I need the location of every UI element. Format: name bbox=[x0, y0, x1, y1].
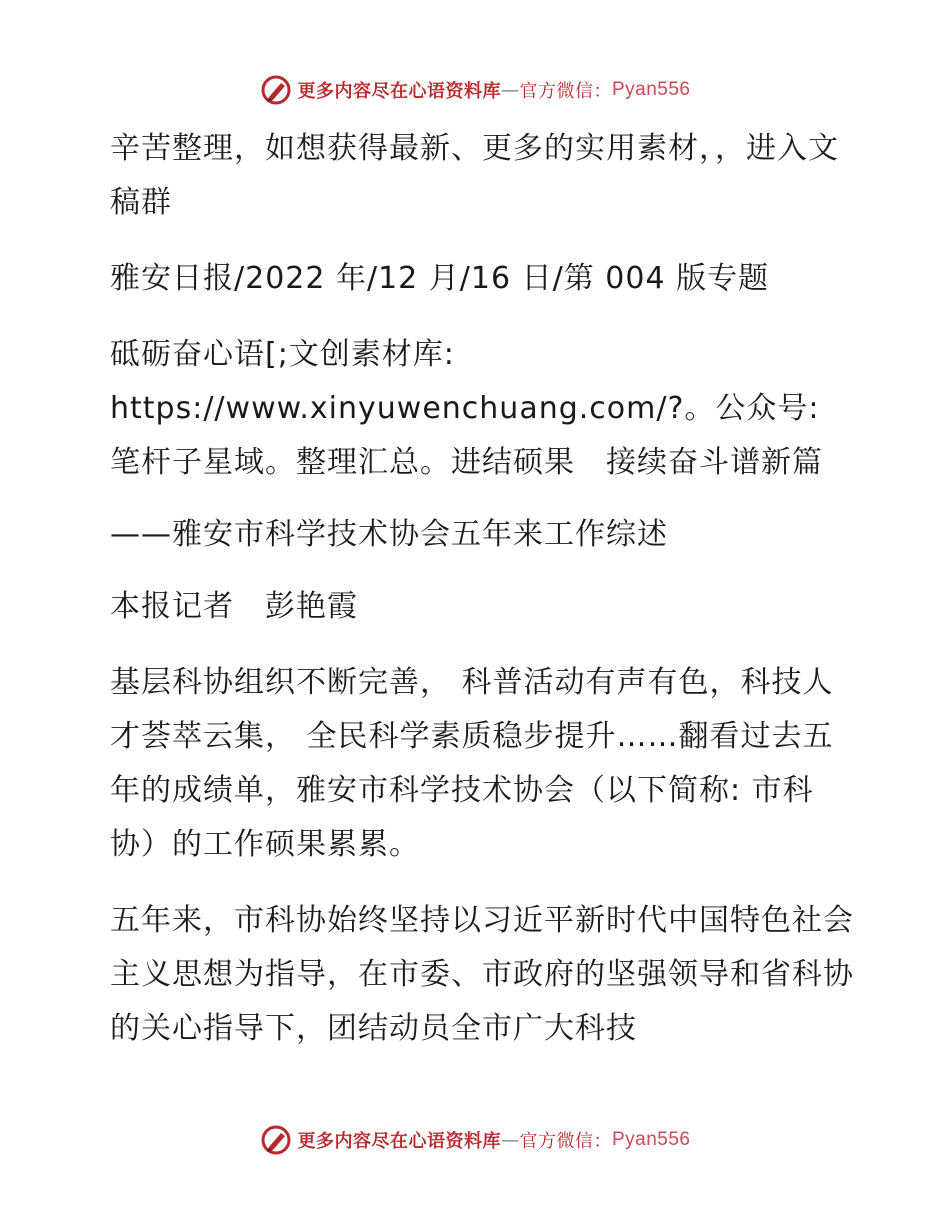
paragraph-byline: 本报记者 彭艳霞 bbox=[110, 589, 358, 624]
watermark-wechat-id: Pyan556 bbox=[611, 1129, 691, 1150]
header-watermark bbox=[0, 70, 950, 110]
paragraph-source: 雅安日报/2022 年/12 月/16 日/第 004 版专题 bbox=[110, 261, 770, 296]
watermark-main-text: 更多内容尽在心语资料库 bbox=[297, 81, 501, 102]
watermark-separator: — bbox=[500, 1129, 520, 1151]
paragraph-body-1: 基层科协组织不断完善， 科普活动有声有色，科技人才荟萃云集， 全民科学素质稳步提升……翻看过去五年的成绩单，雅安市科学技术协会（以下简称: 市科协）的工作硕果累累。 bbox=[110, 665, 834, 862]
watermark-label: 官方微信： bbox=[519, 1131, 612, 1152]
watermark-separator: — bbox=[500, 79, 520, 101]
footer-watermark bbox=[0, 1120, 950, 1160]
paragraph-intro: 辛苦整理，如想获得最新、更多的实用素材，，进入文稿群 bbox=[110, 131, 839, 220]
paragraph-headline: 砥砺奋心语[;文创素材库: https://www.xinyuwenchuang.com/?。公众号: 笔杆子星域。整理汇总。进结硕果 接续奋斗谱新篇 bbox=[110, 337, 823, 480]
watermark-wechat-id: Pyan556 bbox=[611, 79, 691, 100]
pen-logo-icon bbox=[259, 73, 293, 107]
paragraph-subtitle: ——雅安市科学技术协会五年来工作综述 bbox=[110, 517, 668, 552]
paragraph-body-2: 五年来，市科协始终坚持以习近平新时代中国特色社会主义思想为指导，在市委、市政府的坚强领导和省科协的关心指导下，团结动员全市广大科技 bbox=[110, 903, 854, 1046]
watermark-main-text: 更多内容尽在心语资料库 bbox=[297, 1131, 501, 1152]
pen-logo-icon bbox=[259, 1123, 293, 1157]
document-body bbox=[98, 122, 858, 1056]
watermark-label: 官方微信： bbox=[519, 81, 612, 102]
